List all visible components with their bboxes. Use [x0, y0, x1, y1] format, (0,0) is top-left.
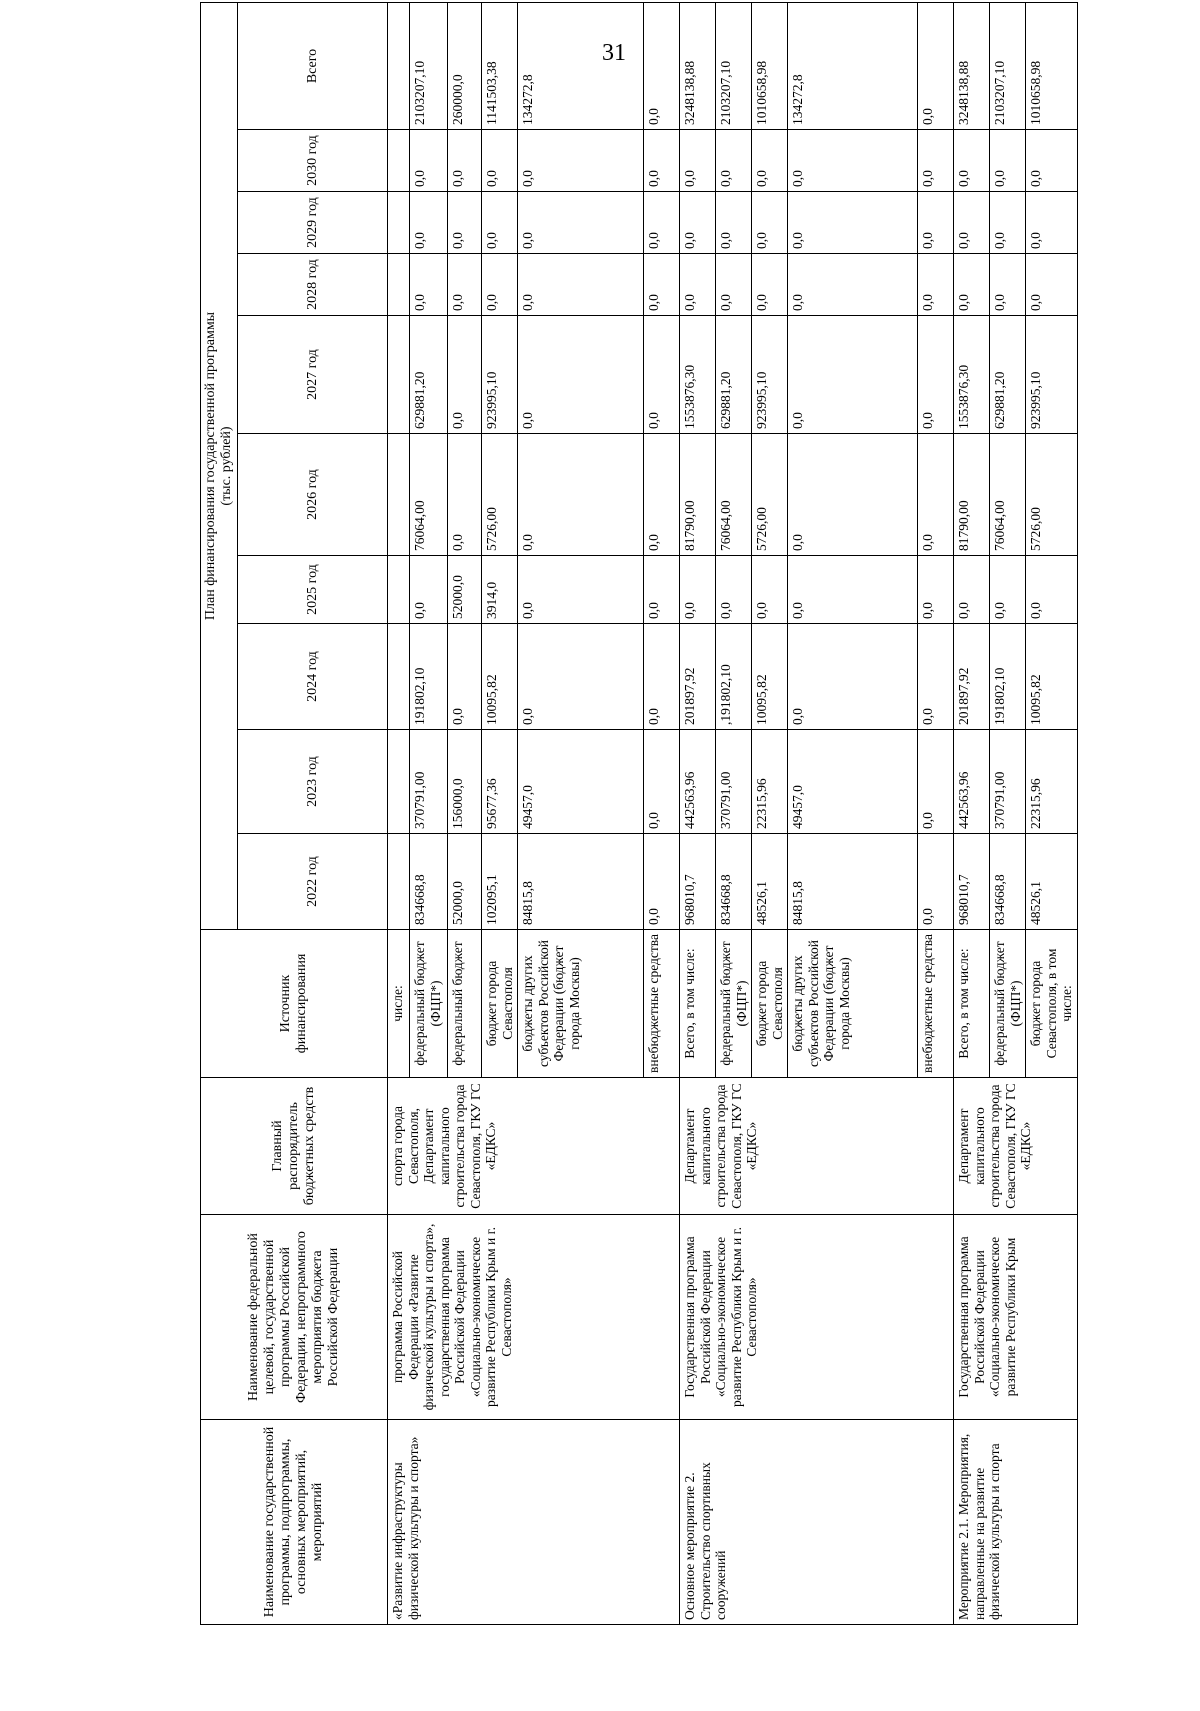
- table-row: [954, 3, 990, 1625]
- cell-source: внебюджетные средства: [918, 930, 954, 1078]
- cell-source: федеральный бюджет: [448, 930, 482, 1078]
- cell-source: внебюджетные средства: [644, 930, 680, 1078]
- cell-value: 10095,82: [752, 624, 788, 730]
- cell-value: 923995,10: [1026, 316, 1078, 434]
- cell-value: 52000,0: [448, 834, 482, 930]
- cell-value: 2103207,10: [716, 3, 752, 130]
- cell-value: 0,0: [482, 130, 518, 192]
- cell-value: 5726,00: [1026, 434, 1078, 556]
- header-source: Источник финансирования: [201, 930, 388, 1078]
- cell-value: 0,0: [1026, 130, 1078, 192]
- cell-value: 0,0: [1026, 254, 1078, 316]
- cell-value: 102095,1: [482, 834, 518, 930]
- cell-value: 191802,10: [410, 624, 448, 730]
- cell-value: 0,0: [990, 556, 1026, 624]
- cell-value: 76064,00: [410, 434, 448, 556]
- header-plan-title: План финансирования государственной программы: [203, 311, 218, 621]
- cell-value: [388, 316, 410, 434]
- cell-value: 0,0: [716, 130, 752, 192]
- cell-value: 0,0: [644, 556, 680, 624]
- cell-federal: Государственная программа Российской Федерации «Социально-экономическое развитие Республики Крым и г. Севастополя»: [680, 1215, 954, 1420]
- cell-value: 0,0: [918, 556, 954, 624]
- cell-value: 0,0: [680, 556, 716, 624]
- cell-value: 923995,10: [482, 316, 518, 434]
- cell-program: Основное мероприятие 2. Строительство спортивных сооружений: [680, 1420, 954, 1625]
- cell-value: 76064,00: [716, 434, 752, 556]
- cell-value: 0,0: [518, 434, 644, 556]
- cell-value: 0,0: [482, 254, 518, 316]
- header-manager: Главный распорядитель бюджетных средств: [201, 1078, 388, 1215]
- page-number: 31: [602, 40, 626, 66]
- cell-value: 81790,00: [954, 434, 990, 556]
- cell-value: 84815,8: [518, 834, 644, 930]
- cell-value: 0,0: [680, 254, 716, 316]
- table-row: [388, 3, 410, 1625]
- cell-value: 52000,0: [448, 556, 482, 624]
- cell-value: 0,0: [482, 192, 518, 254]
- header-federal: Наименование федеральной целевой, государственной программы Российской Федерации, непрограммного мероприятия бюджета Российской Федерации: [201, 1215, 388, 1420]
- cell-value: 370791,00: [716, 730, 752, 834]
- cell-value: 0,0: [788, 556, 918, 624]
- cell-value: 0,0: [644, 192, 680, 254]
- cell-value: 76064,00: [990, 434, 1026, 556]
- header-year-1: 2023 год: [238, 730, 388, 834]
- cell-value: 0,0: [918, 192, 954, 254]
- cell-value: [388, 730, 410, 834]
- header-year-5: 2027 год: [238, 316, 388, 434]
- cell-value: 10095,82: [482, 624, 518, 730]
- cell-value: 0,0: [954, 130, 990, 192]
- cell-source: бюджет города Севастополя, в том числе:: [1026, 930, 1078, 1078]
- cell-value: 370791,00: [410, 730, 448, 834]
- header-plan-units: (тыс. рублей): [219, 426, 235, 506]
- header-year-8: 2030 год: [238, 130, 388, 192]
- cell-value: 0,0: [644, 130, 680, 192]
- cell-value: 2103207,10: [990, 3, 1026, 130]
- cell-value: 156000,0: [448, 730, 482, 834]
- cell-federal: Государственная программа Российской Федерации «Социально-экономическое развитие Республики Крым: [954, 1215, 1078, 1420]
- cell-value: 0,0: [644, 730, 680, 834]
- cell-value: 0,0: [918, 434, 954, 556]
- cell-value: 0,0: [990, 192, 1026, 254]
- table-body: [388, 3, 1078, 1625]
- cell-value: 84815,8: [788, 834, 918, 930]
- cell-value: 3914,0: [482, 556, 518, 624]
- cell-value: 201897,92: [680, 624, 716, 730]
- rotated-table-container: [200, 48, 1076, 1625]
- cell-value: 0,0: [752, 254, 788, 316]
- cell-value: 0,0: [518, 254, 644, 316]
- cell-value: 0,0: [918, 624, 954, 730]
- header-program: Наименование государственной программы, подпрограммы, основных мероприятий, мероприятий: [201, 1420, 388, 1625]
- cell-value: 0,0: [1026, 192, 1078, 254]
- cell-value: 3248138,88: [954, 3, 990, 130]
- cell-value: 923995,10: [752, 316, 788, 434]
- cell-value: 834668,8: [410, 834, 448, 930]
- cell-value: [388, 434, 410, 556]
- cell-value: 0,0: [788, 192, 918, 254]
- cell-value: 0,0: [990, 130, 1026, 192]
- cell-value: 2103207,10: [410, 3, 448, 130]
- cell-value: 0,0: [448, 316, 482, 434]
- cell-value: 442563,96: [680, 730, 716, 834]
- cell-value: 0,0: [410, 130, 448, 192]
- cell-manager: Департамент капитального строительства города Севастополя, ГКУ ГС «ЕДКС»: [954, 1078, 1078, 1215]
- cell-value: 1553876,30: [680, 316, 716, 434]
- table-row: [680, 3, 716, 1625]
- cell-value: 81790,00: [680, 434, 716, 556]
- cell-value: 0,0: [918, 254, 954, 316]
- cell-value: 0,0: [918, 834, 954, 930]
- cell-value: 629881,20: [716, 316, 752, 434]
- cell-value: 968010,7: [954, 834, 990, 930]
- cell-value: 834668,8: [990, 834, 1026, 930]
- cell-value: 0,0: [716, 556, 752, 624]
- cell-value: 0,0: [752, 192, 788, 254]
- cell-value: 0,0: [518, 316, 644, 434]
- cell-program: Мероприятие 2.1. Мероприятия, направленные на развитие физической культуры и спорта: [954, 1420, 1078, 1625]
- cell-value: 10095,82: [1026, 624, 1078, 730]
- cell-value: 0,0: [410, 254, 448, 316]
- cell-value: 0,0: [788, 130, 918, 192]
- cell-value: 201897,92: [954, 624, 990, 730]
- cell-value: 0,0: [644, 316, 680, 434]
- cell-value: 1010658,98: [752, 3, 788, 130]
- cell-value: ,191802,10: [716, 624, 752, 730]
- cell-value: 48526,1: [752, 834, 788, 930]
- cell-source: федеральный бюджет (ФЦП*): [716, 930, 752, 1078]
- header-year-7: 2029 год: [238, 192, 388, 254]
- cell-value: 3248138,88: [680, 3, 716, 130]
- cell-value: 0,0: [954, 254, 990, 316]
- cell-manager: спорта города Севастополя, Департамент капитального строительства города Севастополя, ГКУ ГС «ЕДКС»: [388, 1078, 680, 1215]
- cell-value: 0,0: [788, 316, 918, 434]
- cell-value: 95677,36: [482, 730, 518, 834]
- cell-value: 968010,7: [680, 834, 716, 930]
- header-plan: [201, 3, 238, 930]
- cell-source: бюджеты других субъектов Российской Федерации (бюджет города Москвы): [518, 930, 644, 1078]
- cell-value: 0,0: [954, 556, 990, 624]
- cell-value: [388, 130, 410, 192]
- cell-value: 0,0: [1026, 556, 1078, 624]
- cell-value: 0,0: [448, 624, 482, 730]
- cell-value: 370791,00: [990, 730, 1026, 834]
- cell-value: 5726,00: [752, 434, 788, 556]
- cell-value: 0,0: [918, 730, 954, 834]
- cell-program: «Развитие инфраструктуры физической культуры и спорта»: [388, 1420, 680, 1625]
- financing-plan-table: [200, 2, 1078, 1625]
- cell-value: 49457,0: [788, 730, 918, 834]
- cell-source: Всего, в том числе:: [680, 930, 716, 1078]
- cell-value: 0,0: [788, 624, 918, 730]
- cell-source: Всего, в том числе:: [954, 930, 990, 1078]
- cell-value: 0,0: [644, 3, 680, 130]
- cell-value: 191802,10: [990, 624, 1026, 730]
- cell-source: бюджет города Севастополя: [482, 930, 518, 1078]
- cell-value: 0,0: [680, 192, 716, 254]
- cell-value: 0,0: [752, 130, 788, 192]
- cell-value: 0,0: [680, 130, 716, 192]
- cell-value: 0,0: [518, 556, 644, 624]
- cell-value: 629881,20: [410, 316, 448, 434]
- cell-source: федеральный бюджет (ФЦП*): [410, 930, 448, 1078]
- cell-value: 260000,0: [448, 3, 482, 130]
- cell-value: [388, 556, 410, 624]
- cell-value: 629881,20: [990, 316, 1026, 434]
- cell-value: 0,0: [918, 130, 954, 192]
- cell-value: 0,0: [448, 254, 482, 316]
- cell-federal: программа Российской Федерации «Развитие физической культуры и спорта», государственная программа Российской Федерации «Социально-экономическое развитие Республики Крым и г. Севастополя»: [388, 1215, 680, 1420]
- cell-value: 0,0: [644, 434, 680, 556]
- cell-value: [388, 192, 410, 254]
- cell-value: 0,0: [644, 834, 680, 930]
- cell-source: числе:: [388, 930, 410, 1078]
- cell-value: 1010658,98: [1026, 3, 1078, 130]
- cell-value: 442563,96: [954, 730, 990, 834]
- cell-value: 5726,00: [482, 434, 518, 556]
- cell-source: бюджеты других субъектов Российской Федерации (бюджет города Москвы): [788, 930, 918, 1078]
- cell-value: 0,0: [954, 192, 990, 254]
- cell-value: 0,0: [410, 556, 448, 624]
- cell-value: [388, 3, 410, 130]
- cell-value: 0,0: [990, 254, 1026, 316]
- cell-value: 48526,1: [1026, 834, 1078, 930]
- header-year-9: Всего: [238, 3, 388, 130]
- header-year-2: 2024 год: [238, 624, 388, 730]
- cell-value: [388, 254, 410, 316]
- cell-value: 134272,8: [518, 3, 644, 130]
- cell-source: бюджет города Севастополя: [752, 930, 788, 1078]
- cell-source: федеральный бюджет (ФЦП*): [990, 930, 1026, 1078]
- cell-value: 0,0: [644, 624, 680, 730]
- cell-value: 0,0: [518, 130, 644, 192]
- cell-value: 0,0: [448, 192, 482, 254]
- cell-value: 0,0: [788, 434, 918, 556]
- cell-value: [388, 834, 410, 930]
- header-year-4: 2026 год: [238, 434, 388, 556]
- header-year-3: 2025 год: [238, 556, 388, 624]
- cell-value: 0,0: [518, 192, 644, 254]
- header-year-0: 2022 год: [238, 834, 388, 930]
- header-year-6: 2028 год: [238, 254, 388, 316]
- cell-manager: Департамент капитального строительства города Севастополя, ГКУ ГС «ЕДКС»: [680, 1078, 954, 1215]
- cell-value: 1141503,38: [482, 3, 518, 130]
- cell-value: 22315,96: [1026, 730, 1078, 834]
- cell-value: 1553876,30: [954, 316, 990, 434]
- cell-value: 0,0: [448, 130, 482, 192]
- cell-value: 134272,8: [788, 3, 918, 130]
- cell-value: 834668,8: [716, 834, 752, 930]
- cell-value: 0,0: [644, 254, 680, 316]
- cell-value: 0,0: [788, 254, 918, 316]
- cell-value: 0,0: [716, 254, 752, 316]
- cell-value: 0,0: [918, 316, 954, 434]
- cell-value: 0,0: [716, 192, 752, 254]
- cell-value: 0,0: [918, 3, 954, 130]
- cell-value: 0,0: [410, 192, 448, 254]
- cell-value: 49457,0: [518, 730, 644, 834]
- cell-value: 0,0: [448, 434, 482, 556]
- cell-value: 22315,96: [752, 730, 788, 834]
- cell-value: [388, 624, 410, 730]
- cell-value: 0,0: [752, 556, 788, 624]
- cell-value: 0,0: [518, 624, 644, 730]
